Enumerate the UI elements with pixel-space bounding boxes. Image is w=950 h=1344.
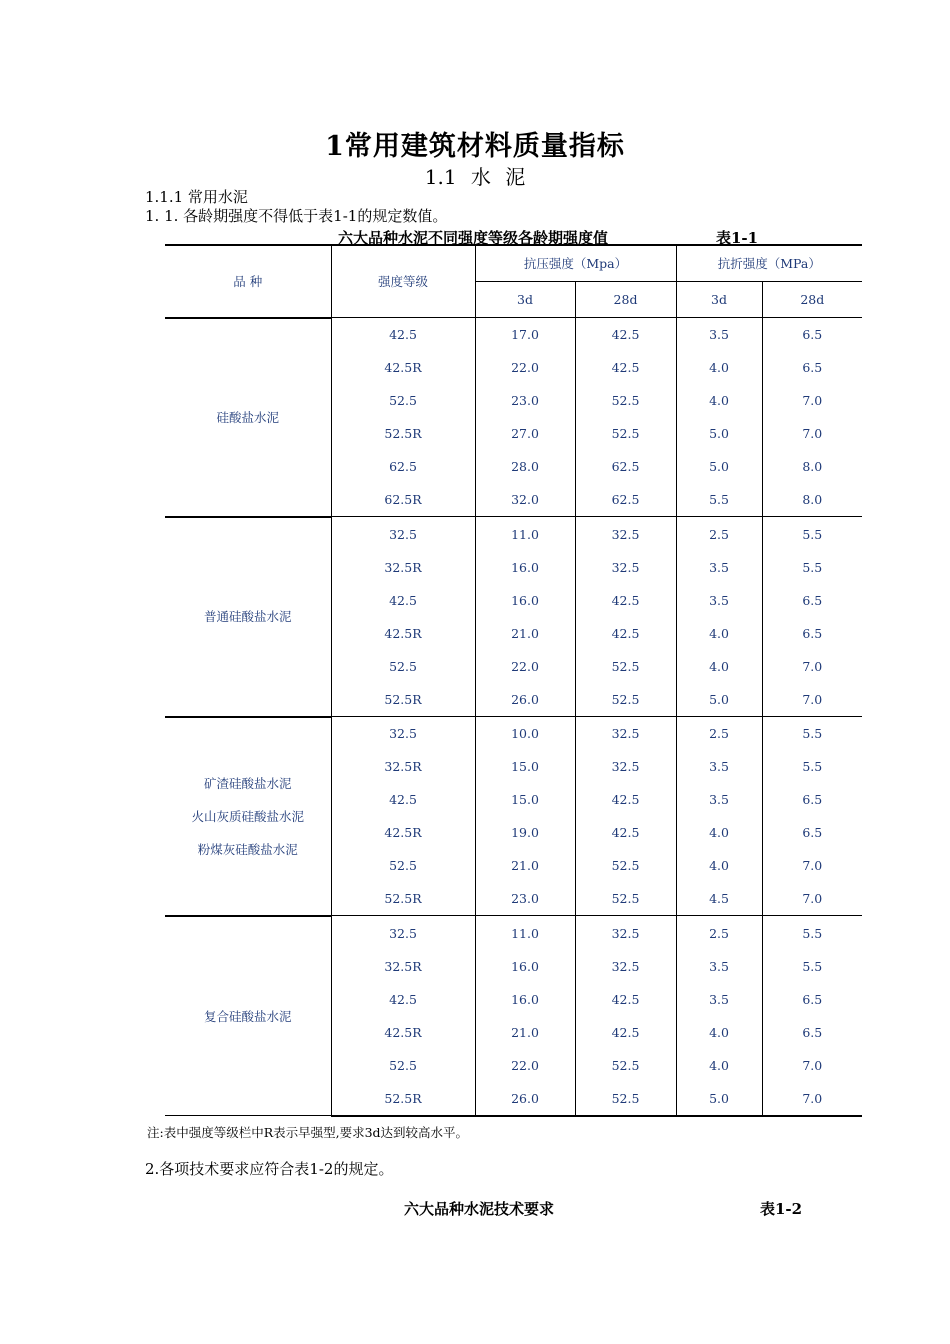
compressive-28d-cell: 32.5 xyxy=(575,551,676,584)
flexural-28d-cell: 6.5 xyxy=(762,983,862,1016)
table-row xyxy=(165,717,862,750)
grade-cell: 52.5 xyxy=(331,384,475,417)
flexural-3d-cell: 4.0 xyxy=(676,849,762,882)
table-row xyxy=(165,518,862,551)
header-flexural-3d: 3d xyxy=(676,281,762,317)
grade-cell: 32.5 xyxy=(331,518,475,551)
grade-cell: 62.5R xyxy=(331,483,475,517)
variety-name: 复合硅酸盐水泥 xyxy=(203,1008,292,1024)
compressive-28d-cell: 32.5 xyxy=(575,717,676,750)
compressive-3d-cell: 32.0 xyxy=(475,483,575,517)
header-flexural-28d: 28d xyxy=(762,281,862,317)
compressive-28d-cell: 52.5 xyxy=(575,650,676,683)
compressive-28d-cell: 52.5 xyxy=(575,1082,676,1116)
flexural-3d-cell: 2.5 xyxy=(676,917,762,950)
compressive-3d-cell: 26.0 xyxy=(475,1082,575,1116)
compressive-28d-cell: 42.5 xyxy=(575,584,676,617)
grade-cell: 42.5R xyxy=(331,617,475,650)
grade-cell: 52.5 xyxy=(331,650,475,683)
flexural-3d-cell: 4.0 xyxy=(676,384,762,417)
flexural-3d-cell: 5.5 xyxy=(676,483,762,517)
flexural-3d-cell: 3.5 xyxy=(676,318,762,351)
grade-cell: 42.5 xyxy=(331,584,475,617)
table-body xyxy=(165,317,862,1116)
flexural-28d-cell: 6.5 xyxy=(762,584,862,617)
compressive-28d-cell: 52.5 xyxy=(575,384,676,417)
compressive-3d-cell: 16.0 xyxy=(475,584,575,617)
compressive-28d-cell: 32.5 xyxy=(575,917,676,950)
compressive-28d-cell: 32.5 xyxy=(575,518,676,551)
flexural-28d-cell: 5.5 xyxy=(762,717,862,750)
grade-cell: 32.5 xyxy=(331,917,475,950)
variety-name: 火山灰质硅酸盐水泥 xyxy=(191,808,304,824)
flexural-28d-cell: 6.5 xyxy=(762,351,862,384)
flexural-28d-cell: 7.0 xyxy=(762,849,862,882)
variety-cell xyxy=(165,518,331,717)
subsection-heading: 1.1.1 常用水泥 xyxy=(145,188,248,206)
flexural-3d-cell: 4.5 xyxy=(676,882,762,916)
compressive-3d-cell: 26.0 xyxy=(475,683,575,717)
section-heading: 1.1 水 泥 xyxy=(424,165,526,189)
flexural-28d-cell: 6.5 xyxy=(762,816,862,849)
header-compressive-3d: 3d xyxy=(475,281,575,317)
compressive-28d-cell: 32.5 xyxy=(575,950,676,983)
flexural-28d-cell: 7.0 xyxy=(762,384,862,417)
flexural-28d-cell: 6.5 xyxy=(762,318,862,351)
flexural-28d-cell: 7.0 xyxy=(762,882,862,916)
compressive-28d-cell: 42.5 xyxy=(575,617,676,650)
flexural-3d-cell: 4.0 xyxy=(676,351,762,384)
variety-cell xyxy=(165,717,331,916)
compressive-3d-cell: 19.0 xyxy=(475,816,575,849)
header-grade: 强度等级 xyxy=(331,245,475,317)
flexural-28d-cell: 8.0 xyxy=(762,483,862,517)
grade-cell: 42.5 xyxy=(331,783,475,816)
header-compressive: 抗压强度（Mpa） xyxy=(475,245,676,281)
compressive-3d-cell: 22.0 xyxy=(475,351,575,384)
flexural-3d-cell: 5.0 xyxy=(676,417,762,450)
flexural-28d-cell: 6.5 xyxy=(762,1016,862,1049)
strength-table xyxy=(165,244,862,1117)
clause-1-text: 1. 1. 各龄期强度不得低于表1-1的规定数值。 xyxy=(145,207,448,225)
table-note: 注:表中强度等级栏中R表示早强型,要求3d达到较高水平。 xyxy=(147,1125,469,1140)
compressive-3d-cell: 15.0 xyxy=(475,783,575,816)
flexural-3d-cell: 3.5 xyxy=(676,551,762,584)
header-flexural: 抗折强度（MPa） xyxy=(676,245,862,281)
flexural-28d-cell: 7.0 xyxy=(762,683,862,717)
compressive-3d-cell: 21.0 xyxy=(475,617,575,650)
flexural-28d-cell: 6.5 xyxy=(762,783,862,816)
table-2-number: 表1-2 xyxy=(760,1200,803,1218)
compressive-28d-cell: 52.5 xyxy=(575,882,676,916)
compressive-3d-cell: 17.0 xyxy=(475,318,575,351)
grade-cell: 32.5R xyxy=(331,950,475,983)
clause-2-text: 2.各项技术要求应符合表1-2的规定。 xyxy=(145,1160,394,1178)
flexural-3d-cell: 4.0 xyxy=(676,1016,762,1049)
grade-cell: 32.5 xyxy=(331,717,475,750)
flexural-3d-cell: 5.0 xyxy=(676,1082,762,1116)
compressive-28d-cell: 42.5 xyxy=(575,351,676,384)
flexural-3d-cell: 2.5 xyxy=(676,717,762,750)
flexural-3d-cell: 3.5 xyxy=(676,750,762,783)
flexural-28d-cell: 5.5 xyxy=(762,518,862,551)
grade-cell: 32.5R xyxy=(331,551,475,584)
grade-cell: 52.5 xyxy=(331,849,475,882)
compressive-28d-cell: 62.5 xyxy=(575,450,676,483)
header-compressive-28d: 28d xyxy=(575,281,676,317)
compressive-28d-cell: 32.5 xyxy=(575,750,676,783)
compressive-3d-cell: 10.0 xyxy=(475,717,575,750)
table-1-number: 表1-1 xyxy=(716,229,759,247)
page-title: 1常用建筑材料质量指标 xyxy=(325,131,625,162)
flexural-28d-cell: 5.5 xyxy=(762,950,862,983)
flexural-28d-cell: 8.0 xyxy=(762,450,862,483)
flexural-28d-cell: 7.0 xyxy=(762,1082,862,1116)
compressive-3d-cell: 28.0 xyxy=(475,450,575,483)
grade-cell: 42.5 xyxy=(331,318,475,351)
flexural-3d-cell: 4.0 xyxy=(676,816,762,849)
flexural-28d-cell: 6.5 xyxy=(762,617,862,650)
table-row xyxy=(165,917,862,950)
variety-cell xyxy=(165,318,331,517)
flexural-3d-cell: 3.5 xyxy=(676,950,762,983)
flexural-3d-cell: 5.0 xyxy=(676,450,762,483)
compressive-3d-cell: 11.0 xyxy=(475,518,575,551)
compressive-28d-cell: 52.5 xyxy=(575,849,676,882)
flexural-3d-cell: 2.5 xyxy=(676,518,762,551)
grade-cell: 52.5R xyxy=(331,417,475,450)
compressive-28d-cell: 42.5 xyxy=(575,983,676,1016)
flexural-28d-cell: 7.0 xyxy=(762,1049,862,1082)
compressive-3d-cell: 22.0 xyxy=(475,1049,575,1082)
table-row xyxy=(165,318,862,351)
variety-name: 粉煤灰硅酸盐水泥 xyxy=(197,841,298,857)
grade-cell: 52.5R xyxy=(331,683,475,717)
variety-name: 硅酸盐水泥 xyxy=(216,409,279,425)
variety-name: 矿渣硅酸盐水泥 xyxy=(203,775,292,791)
compressive-3d-cell: 21.0 xyxy=(475,849,575,882)
compressive-3d-cell: 23.0 xyxy=(475,882,575,916)
header-variety: 品 种 xyxy=(165,245,331,317)
flexural-3d-cell: 3.5 xyxy=(676,783,762,816)
compressive-3d-cell: 11.0 xyxy=(475,917,575,950)
grade-cell: 32.5R xyxy=(331,750,475,783)
grade-cell: 52.5R xyxy=(331,1082,475,1116)
flexural-3d-cell: 4.0 xyxy=(676,617,762,650)
compressive-28d-cell: 42.5 xyxy=(575,816,676,849)
compressive-28d-cell: 62.5 xyxy=(575,483,676,517)
compressive-28d-cell: 42.5 xyxy=(575,783,676,816)
compressive-3d-cell: 16.0 xyxy=(475,551,575,584)
compressive-28d-cell: 42.5 xyxy=(575,1016,676,1049)
flexural-28d-cell: 7.0 xyxy=(762,417,862,450)
compressive-3d-cell: 16.0 xyxy=(475,983,575,1016)
grade-cell: 52.5R xyxy=(331,882,475,916)
variety-cell xyxy=(165,917,331,1116)
grade-cell: 52.5 xyxy=(331,1049,475,1082)
compressive-28d-cell: 52.5 xyxy=(575,417,676,450)
table-1-caption: 六大品种水泥不同强度等级各龄期强度值 xyxy=(338,229,609,247)
compressive-3d-cell: 21.0 xyxy=(475,1016,575,1049)
compressive-3d-cell: 15.0 xyxy=(475,750,575,783)
flexural-3d-cell: 4.0 xyxy=(676,650,762,683)
grade-cell: 42.5R xyxy=(331,816,475,849)
grade-cell: 62.5 xyxy=(331,450,475,483)
compressive-28d-cell: 52.5 xyxy=(575,683,676,717)
flexural-28d-cell: 5.5 xyxy=(762,750,862,783)
flexural-3d-cell: 3.5 xyxy=(676,983,762,1016)
grade-cell: 42.5 xyxy=(331,983,475,1016)
compressive-3d-cell: 23.0 xyxy=(475,384,575,417)
flexural-3d-cell: 3.5 xyxy=(676,584,762,617)
flexural-28d-cell: 5.5 xyxy=(762,917,862,950)
table-2-caption: 六大品种水泥技术要求 xyxy=(404,1200,555,1218)
compressive-3d-cell: 22.0 xyxy=(475,650,575,683)
flexural-28d-cell: 7.0 xyxy=(762,650,862,683)
compressive-28d-cell: 52.5 xyxy=(575,1049,676,1082)
variety-name: 普通硅酸盐水泥 xyxy=(203,609,292,625)
flexural-3d-cell: 5.0 xyxy=(676,683,762,717)
compressive-28d-cell: 42.5 xyxy=(575,318,676,351)
flexural-3d-cell: 4.0 xyxy=(676,1049,762,1082)
compressive-3d-cell: 27.0 xyxy=(475,417,575,450)
grade-cell: 42.5R xyxy=(331,1016,475,1049)
compressive-3d-cell: 16.0 xyxy=(475,950,575,983)
flexural-28d-cell: 5.5 xyxy=(762,551,862,584)
grade-cell: 42.5R xyxy=(331,351,475,384)
